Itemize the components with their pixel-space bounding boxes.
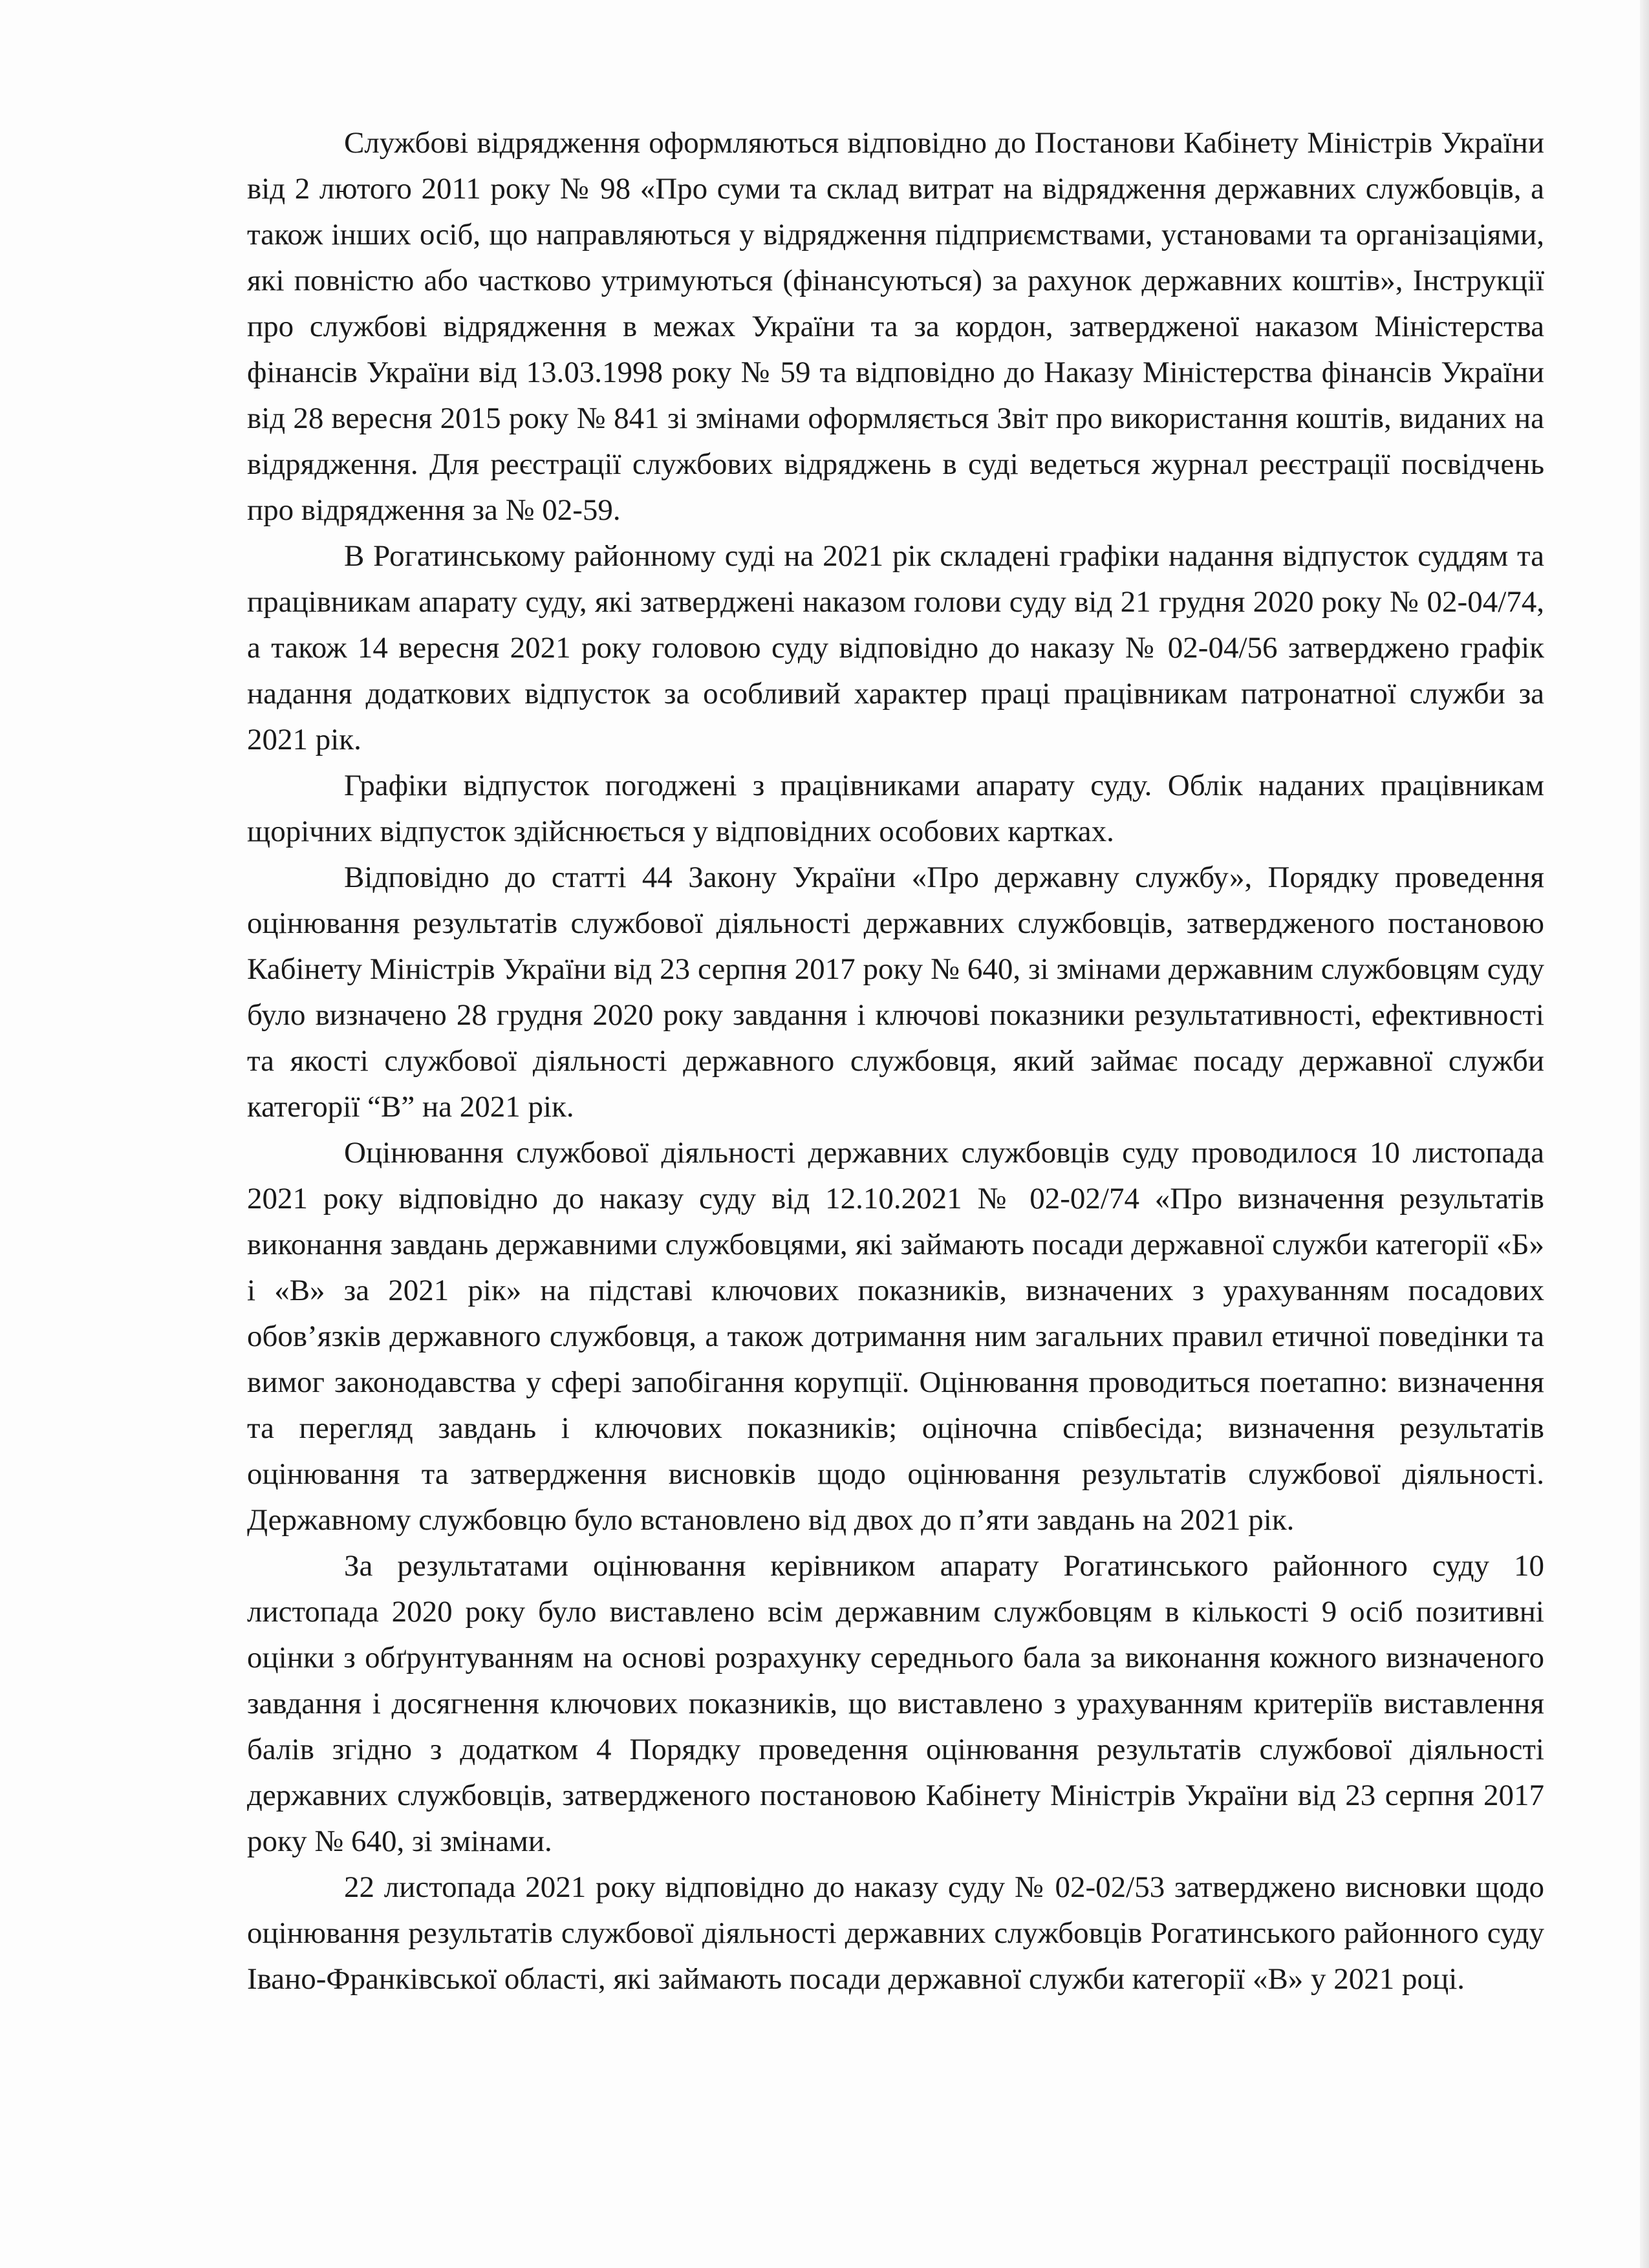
document-body xyxy=(247,120,1544,2002)
paragraph-vacation-records: Графіки відпусток погоджені з працівниками апарату суду. Облік наданих працівникам щорічних відпусток здійснюється у відповідних особових картках. xyxy=(247,769,1544,848)
paragraph-business-trips: Службові відрядження оформляються відповідно до Постанови Кабінету Міністрів України від 2 лютого 2011 року № 98 «Про суми та склад витрат на відрядження державних службовців, а також інших осіб, що направляються у відрядження підприємствами, установами та організаціями, які повністю або частково утримуються (фінансуються) за рахунок державних коштів», Інструкції про службові відрядження в межах України та за кордон, затвердженої наказом Міністерства фінансів України від 13.03.1998 року № 59 та відповідно до Наказу Міністерства фінансів України від 28 вересня 2015 року № 841 зі змінами оформляється Звіт про використання коштів, виданих на відрядження. Для реєстрації службових відряджень в суді ведеться журнал реєстрації посвідчень про відрядження за № 02-59. xyxy=(247,126,1544,527)
paragraph-evaluation-results: За результатами оцінювання керівником апарату Рогатинського районного суду 10 листопада 2020 року було виставлено всім державним службовцям в кількості 9 осіб позитивні оцінки з обґрунтуванням на основі розрахунку середнього бала за виконання кожного визначеного завдання і досягнення ключових показників, що виставлено з урахуванням критеріїв виставлення балів згідно з додатком 4 Порядку проведення оцінювання результатів службової діяльності державних службовців, затвердженого постановою Кабінету Міністрів України від 23 серпня 2017 року № 640, зі змінами. xyxy=(247,1549,1544,1858)
paragraph-vacation-schedules: В Рогатинському районному суді на 2021 рік складені графіки надання відпусток суддям та працівникам апарату суду, які затверджені наказом голови суду від 21 грудня 2020 року № 02-04/74, а також 14 вересня 2021 року головою суду відповідно до наказу № 02-04/56 затверджено графік надання додаткових відпусток за особливий характер праці працівникам патронатної служби за 2021 рік. xyxy=(247,539,1544,756)
scan-edge xyxy=(1640,0,1649,2268)
paragraph-evaluation-conclusions: 22 листопада 2021 року відповідно до наказу суду № 02-02/53 затверджено висновки щодо оцінювання результатів службової діяльності державних службовців Рогатинського районного суду Івано-Франківської області, які займають посади державної служби категорії «В» у 2021 році. xyxy=(247,1870,1544,1996)
paragraph-evaluation-tasks: Відповідно до статті 44 Закону України «Про державну службу», Порядку проведення оцінювання результатів службової діяльності державних службовців, затвердженого постановою Кабінету Міністрів України від 23 серпня 2017 року № 640, зі змінами державним службовцям суду було визначено 28 грудня 2020 року завдання і ключові показники результативності, ефективності та якості службової діяльності державного службовця, який займає посаду державної служби категорії “В” на 2021 рік. xyxy=(247,861,1544,1124)
paragraph-evaluation-procedure: Оцінювання службової діяльності державних службовців суду проводилося 10 листопада 2021 року відповідно до наказу суду від 12.10.2021 № 02-02/74 «Про визначення результатів виконання завдань державними службовцями, які займають посади державної служби категорії «Б» і «В» за 2021 рік» на підставі ключових показників, визначених з урахуванням посадових обов’язків державного службовця, а також дотримання ним загальних правил етичної поведінки та вимог законодавства у сфері запобігання корупції. Оцінювання проводиться поетапно: визначення та перегляд завдань і ключових показників; оціночна співбесіда; визначення результатів оцінювання та затвердження висновків щодо оцінювання результатів службової діяльності. Державному службовцю було встановлено від двох до п’яти завдань на 2021 рік. xyxy=(247,1136,1544,1537)
